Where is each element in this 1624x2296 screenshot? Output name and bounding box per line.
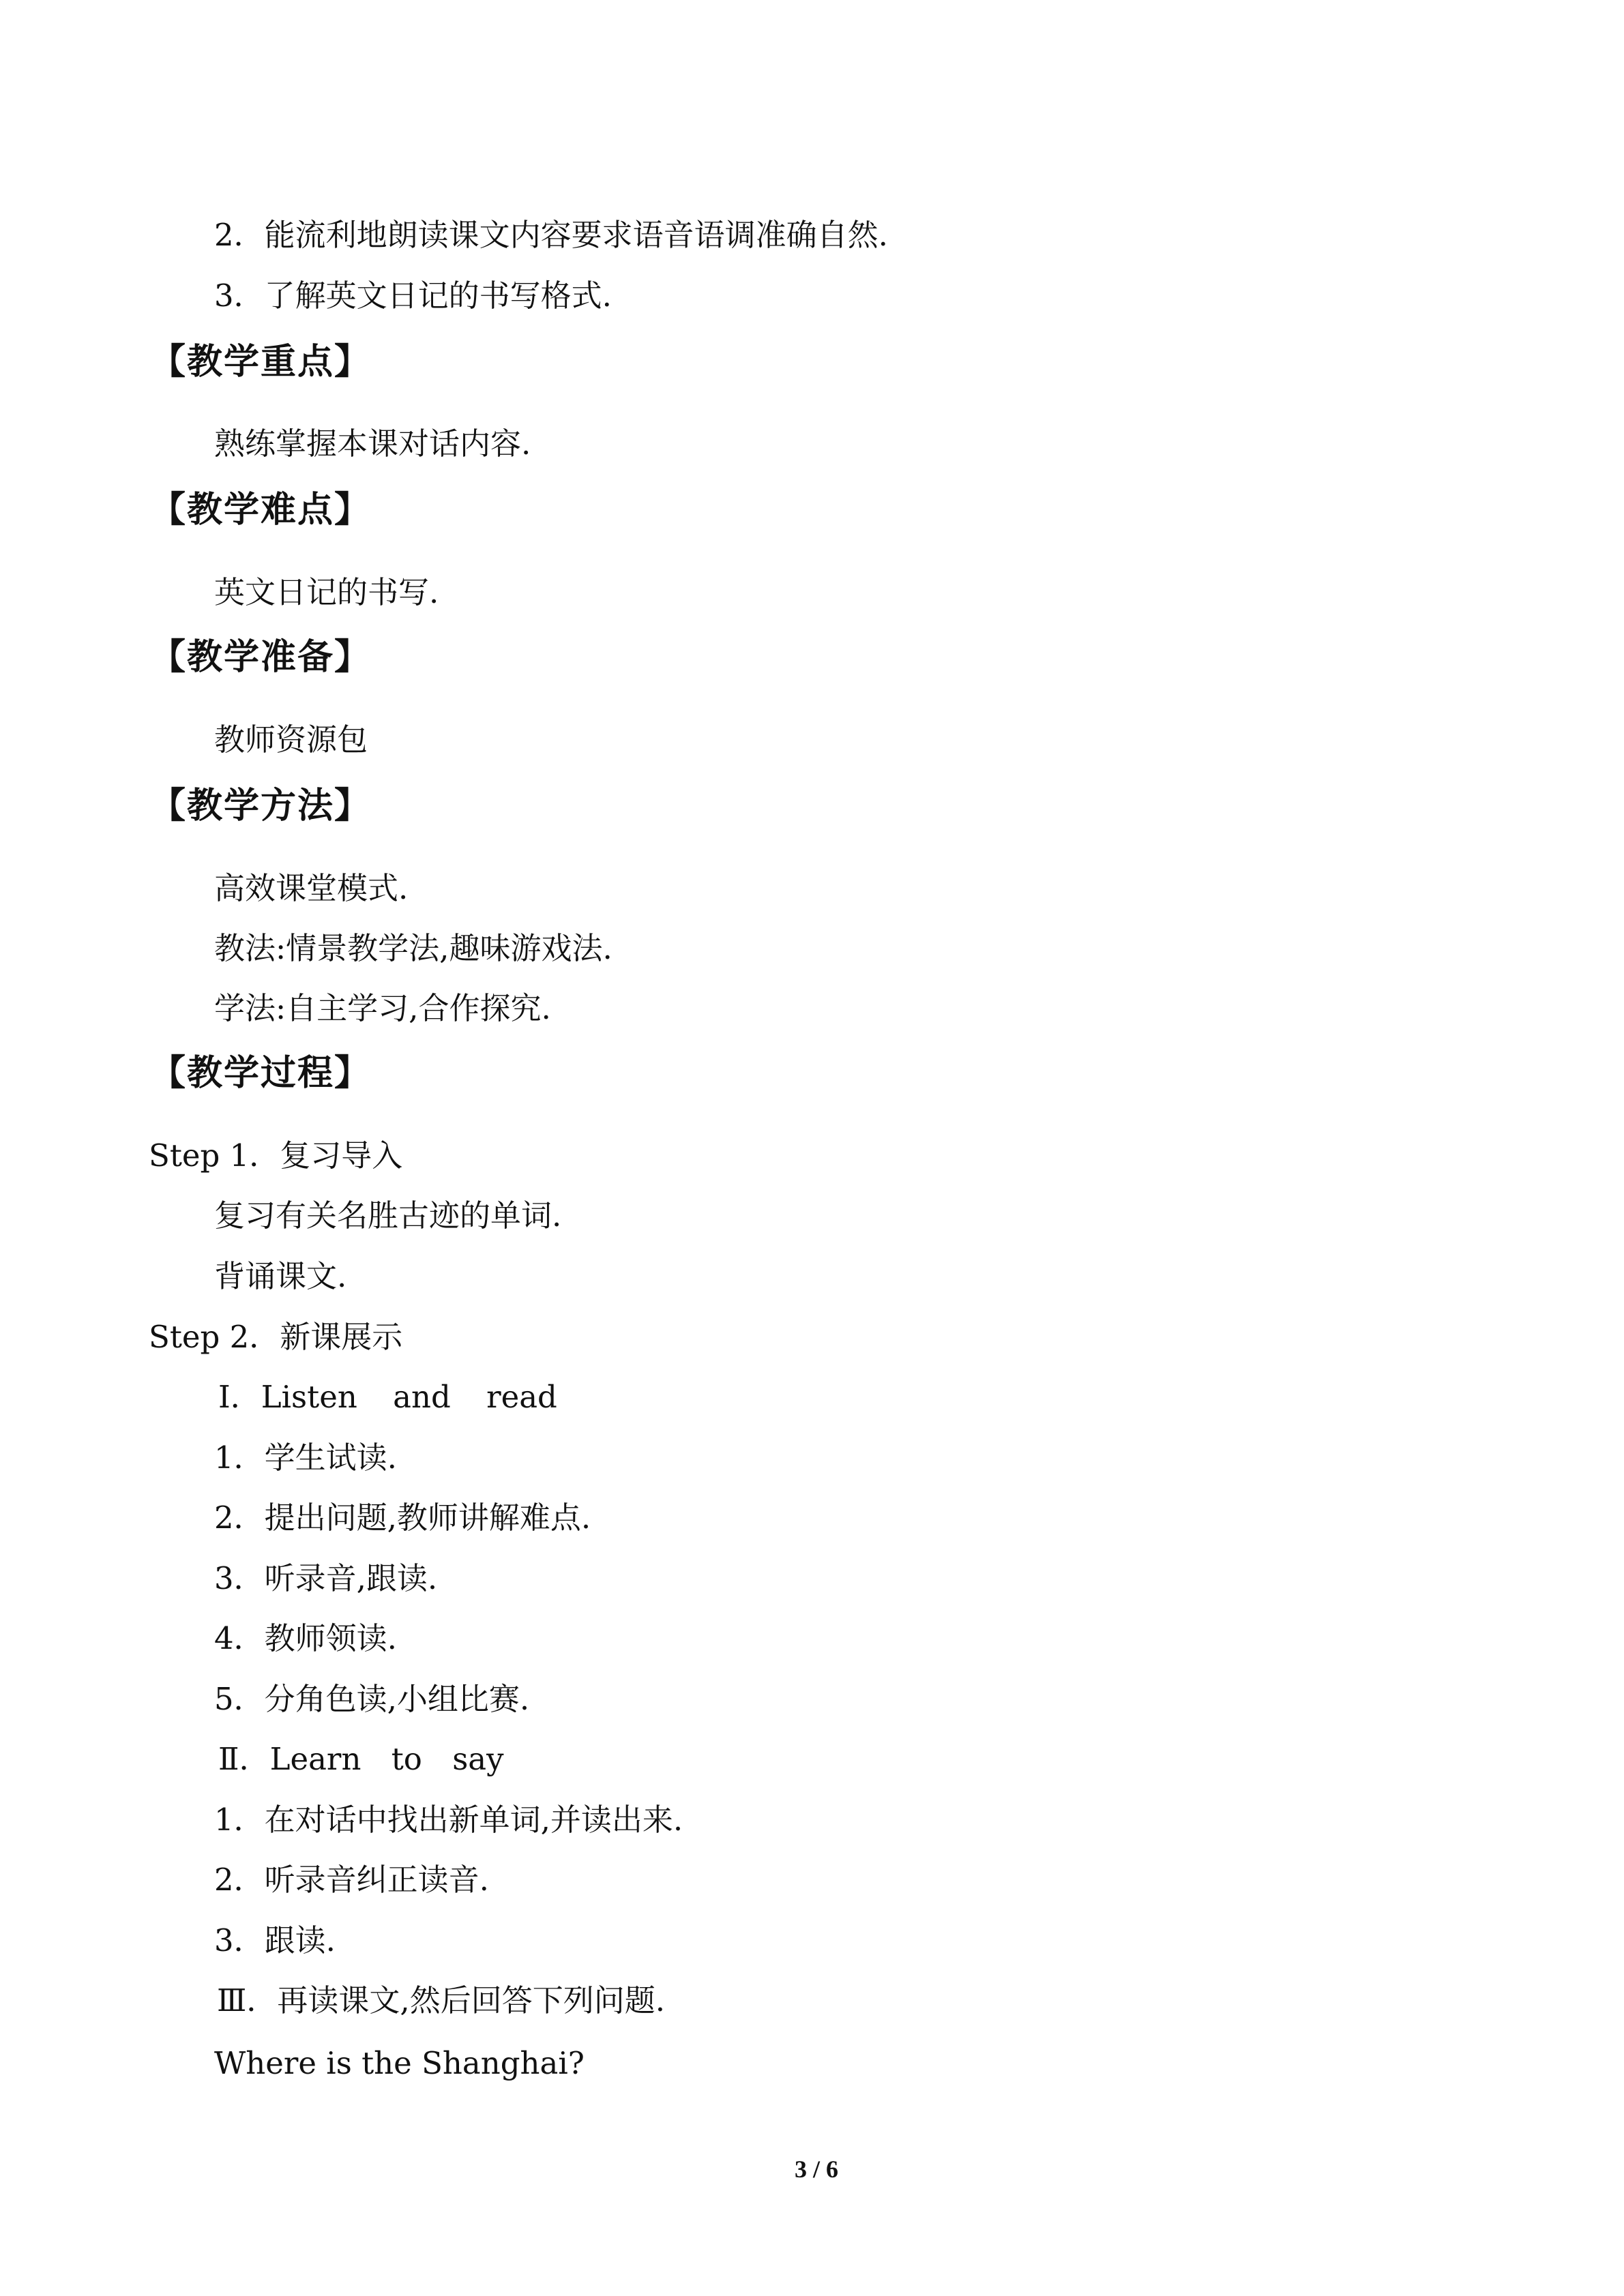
step1-line-2: 背诵课文.: [214, 1258, 347, 1294]
step2-title: Step 2．新课展示: [149, 1319, 403, 1355]
section-title-key-points: 【教学重点】: [150, 342, 372, 383]
part1-item-5: 5．分角色读,小组比赛.: [214, 1681, 530, 1717]
part1-item-2: 2．提出问题,教师讲解难点.: [214, 1500, 591, 1536]
part1-item-1: 1．学生试读.: [214, 1440, 397, 1476]
step1-line-1: 复习有关名胜古迹的单词.: [214, 1197, 562, 1234]
part3-title: Ⅲ．再读课文,然后回答下列问题.: [217, 1982, 666, 2018]
preparation-text: 教师资源包: [214, 721, 368, 758]
objective-item-2: 2．能流利地朗读课文内容要求语音语调准确自然.: [214, 217, 888, 253]
methods-line-3: 学法:自主学习,合作探究.: [214, 990, 551, 1026]
part1-item-3: 3．听录音,跟读.: [214, 1560, 438, 1596]
section-title-process: 【教学过程】: [150, 1053, 372, 1094]
part2-item-3: 3．跟读.: [214, 1922, 336, 1958]
section-title-preparation: 【教学准备】: [150, 637, 372, 678]
page-number: 3 / 6: [795, 2156, 839, 2183]
part2-item-2: 2．听录音纠正读音.: [214, 1862, 489, 1898]
part1-title: Ⅰ．Listen and read: [218, 1379, 557, 1415]
objective-item-3: 3．了解英文日记的书写格式.: [214, 278, 612, 314]
part3-question: Where is the Shanghai?: [214, 2045, 585, 2081]
step1-title: Step 1．复习导入: [149, 1137, 403, 1174]
section-title-methods: 【教学方法】: [150, 786, 372, 826]
methods-line-1: 高效课堂模式.: [214, 870, 409, 906]
part2-title: Ⅱ．Learn to say: [218, 1741, 504, 1777]
part1-item-4: 4．教师领读.: [214, 1620, 397, 1656]
methods-line-2: 教法:情景教学法,趣味游戏法.: [214, 930, 612, 966]
key-points-text: 熟练掌握本课对话内容.: [214, 426, 531, 462]
part2-item-1: 1．在对话中找出新单词,并读出来.: [214, 1802, 683, 1838]
difficulties-text: 英文日记的书写.: [214, 574, 439, 610]
section-title-difficulties: 【教学难点】: [150, 490, 372, 531]
